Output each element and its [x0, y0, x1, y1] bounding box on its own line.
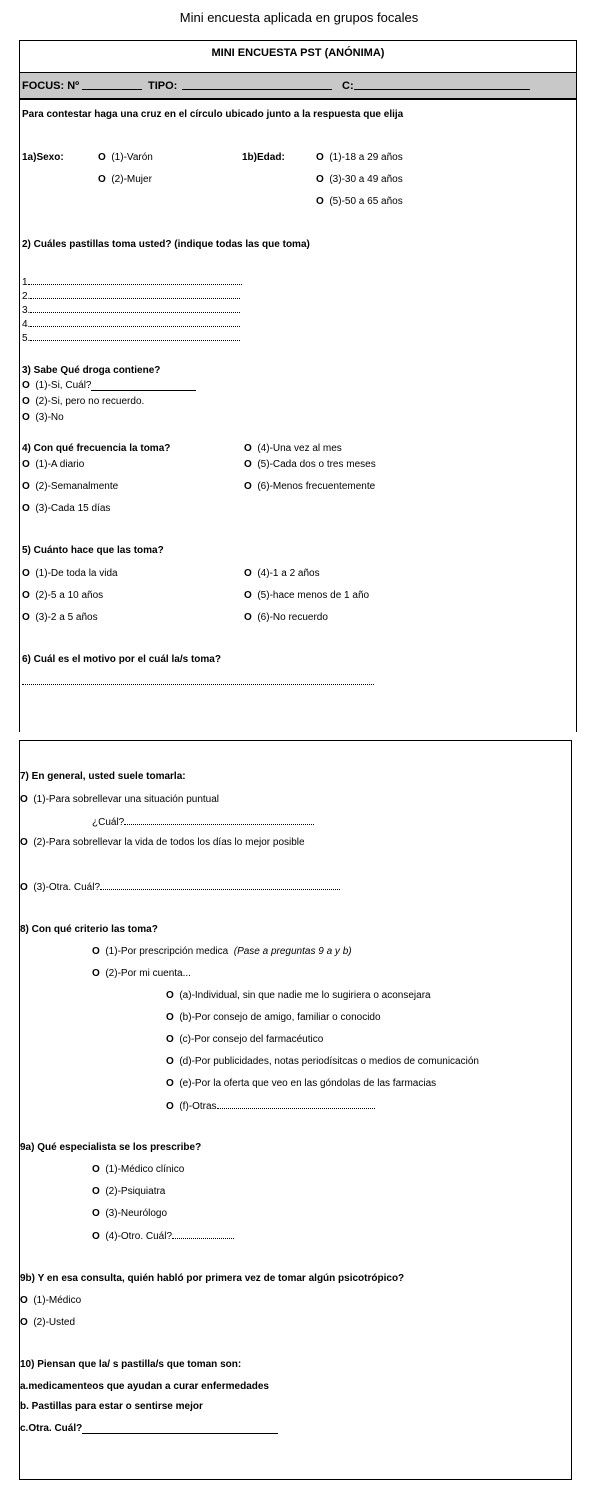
survey-title: MINI ENCUESTA PST (ANÓNIMA) [211, 47, 385, 59]
q5-option-3[interactable]: O (3)-2 a 5 años [22, 612, 98, 623]
q3-option-2[interactable]: O (2)-Si, pero no recuerdo. [22, 396, 145, 407]
q7-option-2[interactable]: O (2)-Para sobrellevar la vida de todos los días lo mejor posible [20, 837, 305, 848]
header-fields-bar [20, 72, 576, 100]
q6-answer-line[interactable] [22, 678, 374, 685]
tipo-label: TIPO: [148, 80, 178, 92]
q2-line-2[interactable]: 2. [22, 290, 240, 302]
q9a-option-3[interactable]: O (3)-Neurólogo [92, 1208, 168, 1219]
q8-sub-d[interactable]: O (d)-Por publicidades, notas periodísitcas o medios de comunicación [166, 1056, 479, 1067]
c-field[interactable] [354, 89, 530, 90]
q2-label: 2) Cuáles pastillas toma usted? (indique todas las que toma) [22, 239, 310, 250]
q9b-label: 9b) Y en esa consulta, quién habló por primera vez de tomar algún psicotrópico? [20, 1273, 405, 1284]
q1b-option-5[interactable]: O (5)-50 a 65 años [316, 196, 403, 207]
q4-label: 4) Con qué frecuencia la toma? [22, 443, 171, 454]
q8-option-1[interactable]: O (1)-Por prescripción medica (Pase a preguntas 9 a y b) [92, 946, 352, 957]
c-label: C: [342, 80, 354, 92]
survey-page-1 [19, 40, 577, 732]
q2-line-3[interactable]: 3. [22, 304, 240, 316]
q4-option-4[interactable]: O (4)-Una vez al mes [244, 443, 342, 454]
q5-option-4[interactable]: O (4)-1 a 2 años [244, 568, 320, 579]
q1a-option-2[interactable]: O (2)-Mujer [98, 174, 152, 185]
q8-sub-b[interactable]: O (b)-Por consejo de amigo, familiar o conocido [166, 1012, 381, 1023]
page-caption: Mini encuesta aplicada en grupos focales [179, 10, 419, 25]
q10-option-a[interactable]: a.medicamenteos que ayudan a curar enfermedades [20, 1381, 269, 1392]
q9b-option-2[interactable]: O (2)-Usted [20, 1317, 76, 1328]
q1b-label: 1b)Edad: [242, 152, 285, 163]
q2-line-1[interactable]: 1 [22, 276, 242, 288]
q8-sub-e[interactable]: O (e)-Por la oferta que veo en las góndolas de las farmacias [166, 1078, 437, 1089]
q4-option-3[interactable]: O (3)-Cada 15 días [22, 503, 111, 514]
q9a-option-1[interactable]: O (1)-Médico clínico [92, 1164, 185, 1175]
q5-label: 5) Cuánto hace que las toma? [22, 545, 164, 556]
q4-option-2[interactable]: O (2)-Semanalmente [22, 481, 119, 492]
q7-label: 7) En general, usted suele tomarla: [20, 771, 186, 782]
q10-label: 10) Piensan que la/ s pastilla/s que toman son: [20, 1359, 242, 1370]
q7-option-1[interactable]: O (1)-Para sobrellevar una situación puntual [20, 794, 220, 805]
q4-option-5[interactable]: O (5)-Cada dos o tres meses [244, 459, 376, 470]
tipo-field[interactable] [182, 89, 332, 90]
q6-label: 6) Cuál es el motivo por el cuál la/s toma? [22, 654, 221, 665]
q10-option-c[interactable]: c.Otra. Cuál? [20, 1423, 278, 1434]
q5-option-1[interactable]: O (1)-De toda la vida [22, 568, 118, 579]
q1b-option-1[interactable]: O (1)-18 a 29 años [316, 152, 403, 163]
q8-sub-a[interactable]: O (a)-Individual, sin que nadie me lo sugiriera o aconsejara [166, 990, 431, 1001]
q9a-option-4[interactable]: O (4)-Otro. Cuál? [92, 1230, 234, 1242]
q7-which-line[interactable]: ¿Cuál? [92, 816, 314, 828]
q3-option-3[interactable]: O (3)-No [22, 412, 64, 423]
q9a-option-2[interactable]: O (2)-Psiquiatra [92, 1186, 166, 1197]
survey-page-2 [19, 740, 572, 1480]
q7-option-3[interactable]: O (3)-Otra. Cuál? [20, 881, 340, 893]
focus-label: FOCUS: Nº [22, 80, 80, 92]
q1a-option-1[interactable]: O (1)-Varón [98, 152, 153, 163]
focus-field[interactable] [82, 89, 142, 90]
q4-option-1[interactable]: O (1)-A diario [22, 459, 85, 470]
q2-line-4[interactable]: 4. [22, 318, 240, 330]
q2-line-5[interactable]: 5. [22, 332, 240, 344]
q5-option-2[interactable]: O (2)-5 a 10 años [22, 590, 104, 601]
instructions: Para contestar haga una cruz en el círculo ubicado junto a la respuesta que elija [22, 109, 404, 120]
q1b-option-3[interactable]: O (3)-30 a 49 años [316, 174, 403, 185]
q8-sub-f[interactable]: O (f)-Otras [166, 1100, 375, 1112]
q8-sub-c[interactable]: O (c)-Por consejo del farmacéutico [166, 1034, 324, 1045]
q8-option-2[interactable]: O (2)-Por mi cuenta... [92, 968, 191, 979]
q4-option-6[interactable]: O (6)-Menos frecuentemente [244, 481, 376, 492]
q1a-label: 1a)Sexo: [22, 152, 64, 163]
q5-option-5[interactable]: O (5)-hace menos de 1 año [244, 590, 370, 601]
q5-option-6[interactable]: O (6)-No recuerdo [244, 612, 328, 623]
q9a-label: 9a) Qué especialista se los prescribe? [20, 1142, 202, 1153]
q8-label: 8) Con qué criterio las toma? [20, 924, 158, 935]
q10-option-b[interactable]: b. Pastillas para estar o sentirse mejor [20, 1401, 203, 1412]
q9b-option-1[interactable]: O (1)-Médico [20, 1295, 82, 1306]
q3-option-1[interactable]: O (1)-Si, Cuál? [22, 380, 196, 391]
q3-label: 3) Sabe Qué droga contiene? [22, 365, 161, 376]
